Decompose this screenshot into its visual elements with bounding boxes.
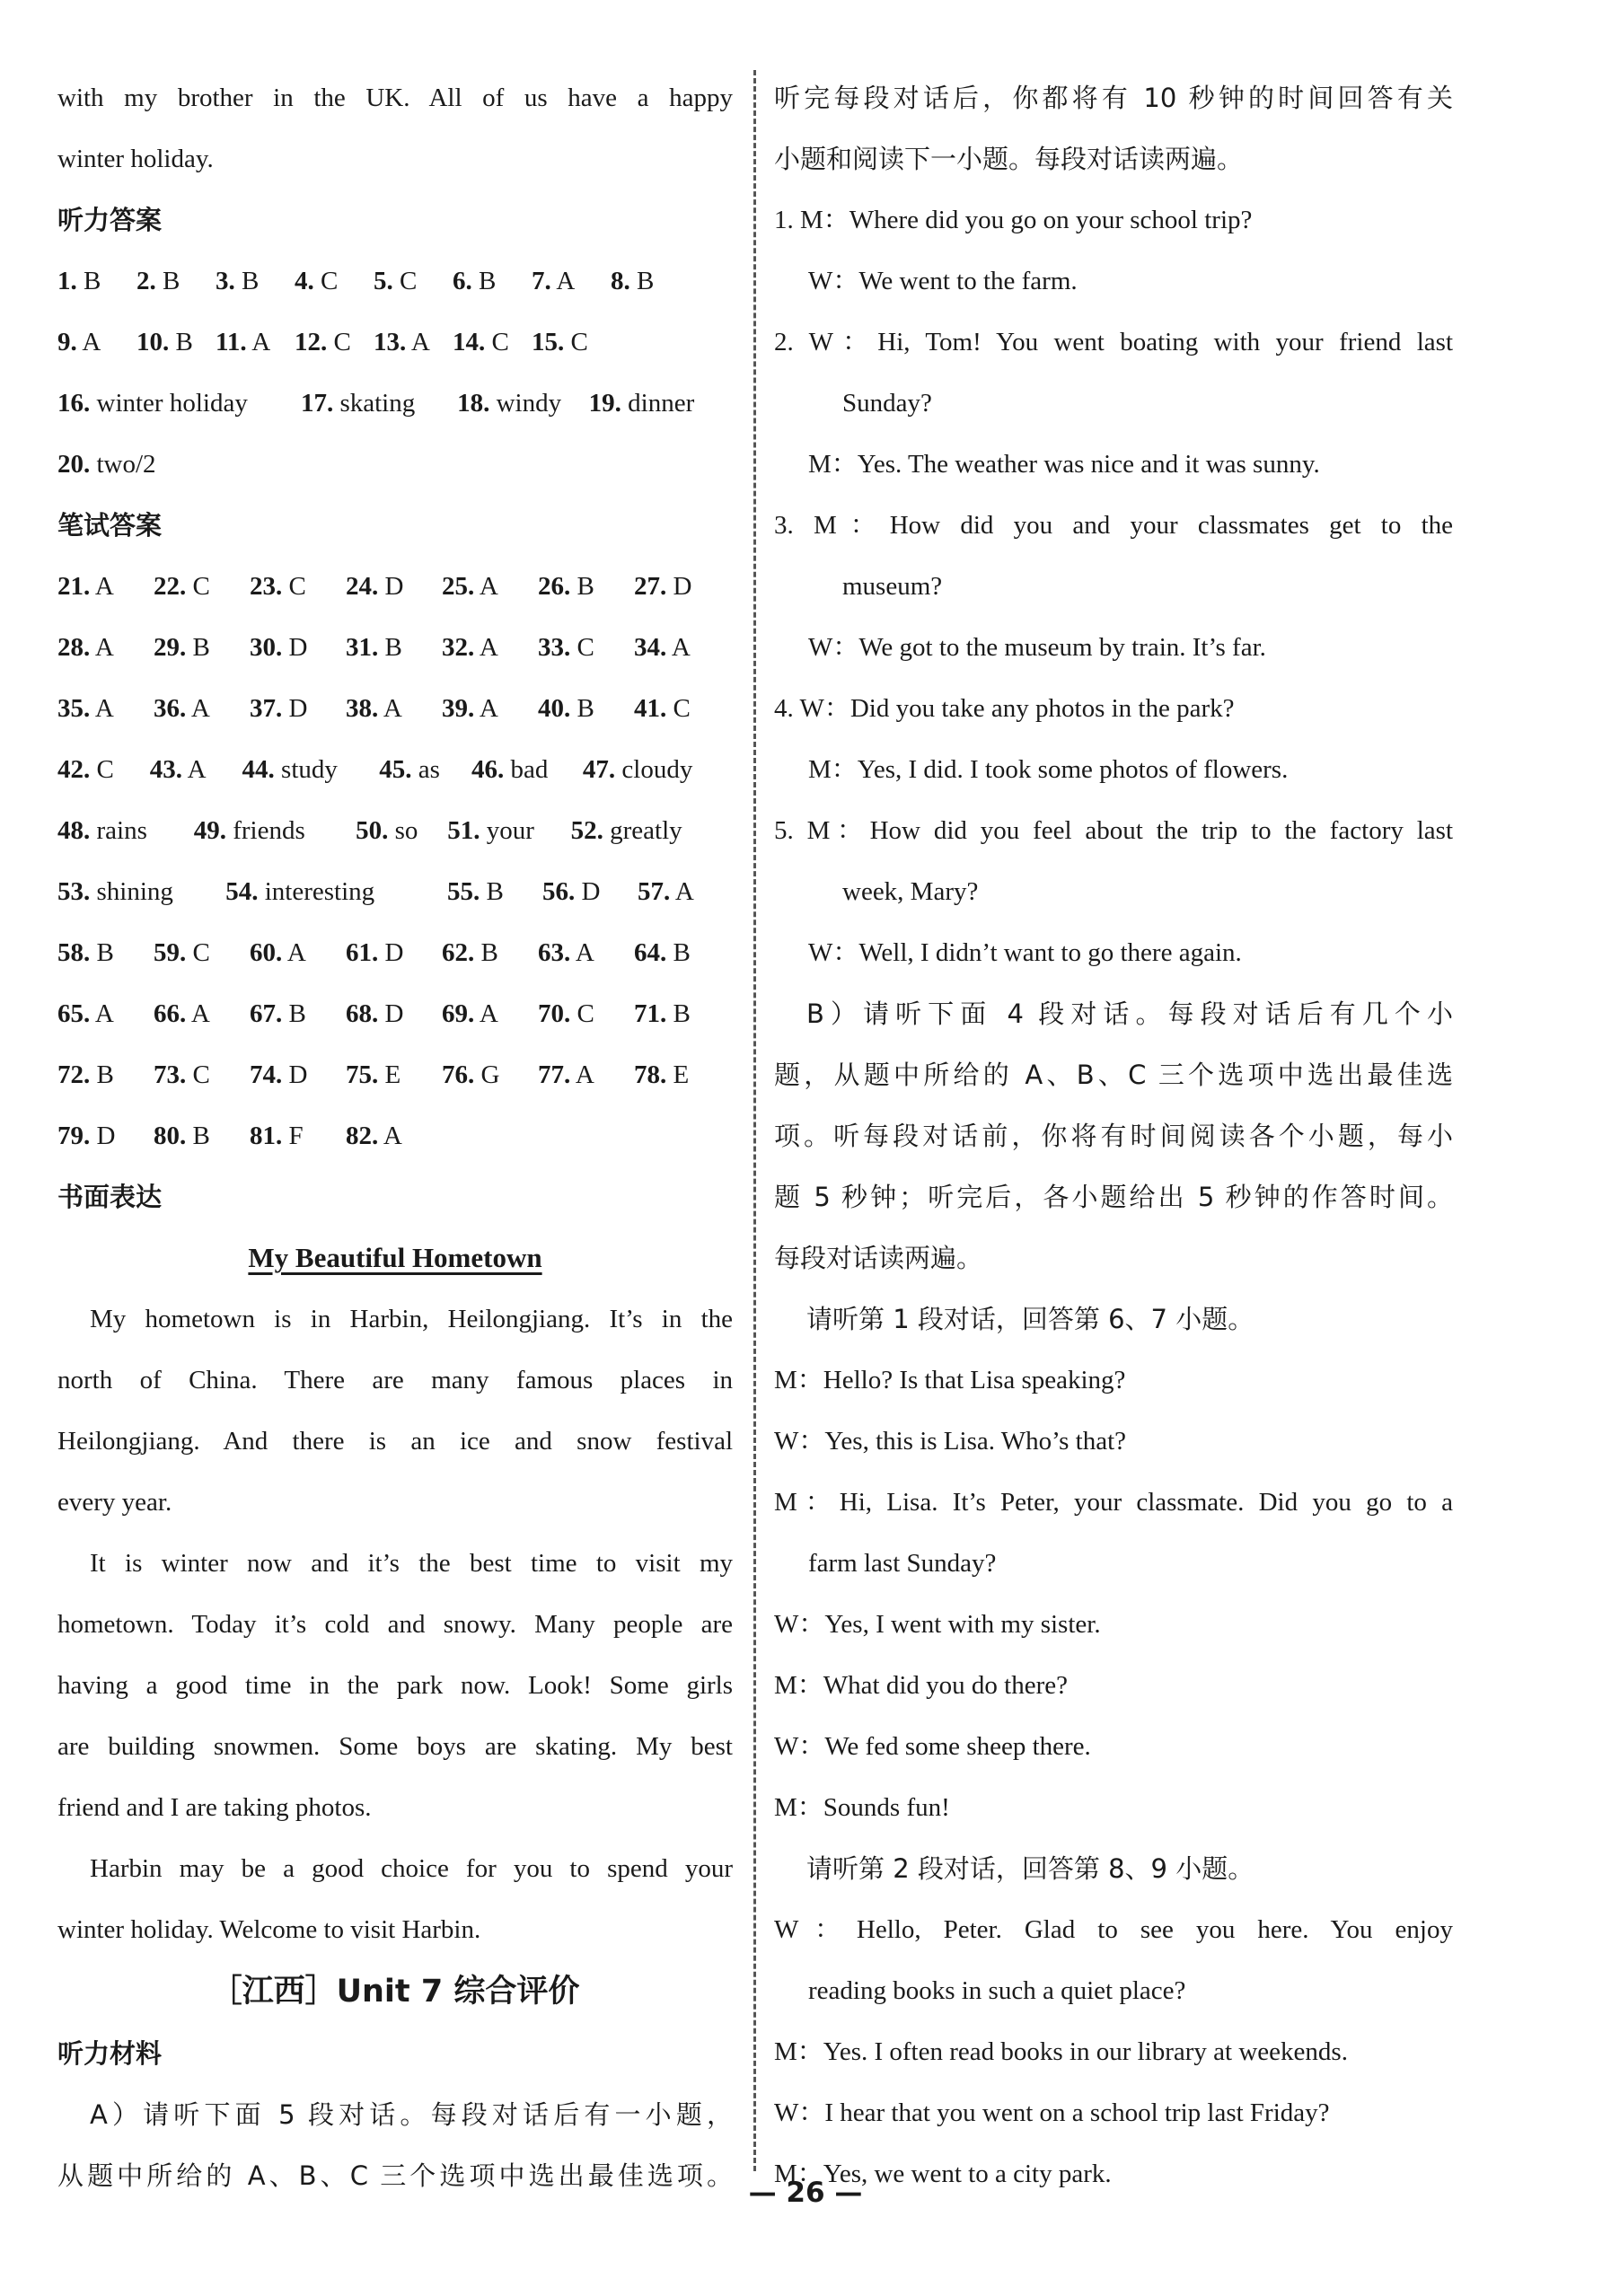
- answer-item: 44. study: [242, 755, 338, 784]
- dialogue-line: W：We got to the museum by train. It’s far.: [808, 633, 1266, 662]
- answer-item: 14. C: [453, 328, 509, 356]
- dialogue-line: W：Yes, this is Lisa. Who’s that?: [774, 1427, 1127, 1456]
- answer-item: 48. rains: [57, 816, 147, 845]
- listening-answers-heading: 听力答案: [57, 205, 163, 235]
- written-answers: [57, 556, 733, 1166]
- dialogue-line: week, Mary?: [842, 877, 979, 906]
- answer-item: 79. D: [57, 1122, 116, 1150]
- answer-item: 21. A: [57, 572, 114, 601]
- essay-line: It is winter now and it’s the best time to visit my: [90, 1549, 733, 1578]
- answer-row: [57, 739, 733, 800]
- instruction-line: 每段对话读两遍。: [774, 1243, 983, 1273]
- answer-item: 66. A: [154, 999, 210, 1028]
- written-answers-heading: 笔试答案: [57, 510, 163, 541]
- dialogue-line: M：Hi, Lisa. It’s Peter, your classmate. Did you go to a: [774, 1488, 1453, 1517]
- answer-item: 39. A: [442, 694, 498, 723]
- answer-item: 32. A: [442, 633, 498, 662]
- answer-item: 26. B: [538, 572, 594, 601]
- column-divider: [753, 70, 756, 2171]
- section-instruction: 请听第 1 段对话，回答第 6、7 小题。: [806, 1304, 1254, 1334]
- instruction-line: 听完每段对话后，你都将有 10 秒钟的时间回答有关: [774, 83, 1453, 113]
- essay-title: My Beautiful Hometown: [248, 1242, 542, 1273]
- answer-item: 4. C: [295, 267, 339, 295]
- answer-item: 38. A: [346, 694, 402, 723]
- dialogue-line: 2. W：Hi, Tom! You went boating with your friend last: [774, 328, 1453, 356]
- intro-line: with my brother in the UK. All of us have a happy: [57, 84, 733, 112]
- answer-item: 82. A: [346, 1122, 402, 1150]
- answer-item: 9. A: [57, 328, 101, 356]
- essay-line: friend and I are taking photos.: [57, 1793, 372, 1822]
- answer-item: 64. B: [634, 938, 691, 967]
- answer-item: 31. B: [346, 633, 402, 662]
- answer-item: 36. A: [154, 694, 210, 723]
- dialogue-line: M：Yes. The weather was nice and it was sunny.: [808, 450, 1320, 479]
- section-instruction: 请听第 2 段对话，回答第 8、9 小题。: [806, 1853, 1254, 1884]
- dialogue-line: 4. W：Did you take any photos in the park?: [774, 694, 1235, 723]
- dialogue-line: reading books in such a quiet place?: [808, 1976, 1186, 2005]
- essay-line: are building snowmen. Some boys are skating. My best: [57, 1732, 733, 1761]
- dialogue-line: W：Hello, Peter. Glad to see you here. You enjoy: [774, 1915, 1453, 1944]
- instruction-line: 小题和阅读下一小题。每段对话读两遍。: [774, 144, 1244, 174]
- dialogue-line: M：Hello? Is that Lisa speaking?: [774, 1366, 1126, 1394]
- answer-item: 2. B: [136, 267, 180, 295]
- dialogue-line: 1. M：Where did you go on your school trip?: [774, 206, 1253, 234]
- answer-item: 22. C: [154, 572, 210, 601]
- instruction-line: 题，从题中所给的 A、B、C 三个选项中选出最佳选: [774, 1060, 1453, 1090]
- listening-answers: [57, 251, 733, 495]
- essay-line: Heilongjiang. And there is an ice and snow festival: [57, 1427, 733, 1456]
- answer-item: 25. A: [442, 572, 498, 601]
- answer-item: 43. A: [149, 755, 207, 784]
- dialogue-line: Sunday?: [842, 389, 932, 418]
- answer-item: 27. D: [634, 572, 692, 601]
- answer-item: 6. B: [453, 267, 497, 295]
- dialogue-line: M：Yes. I often read books in our library at weekends.: [774, 2037, 1348, 2066]
- answer-item: 42. C: [57, 755, 114, 784]
- answer-row: [57, 922, 733, 983]
- answer-row: [57, 1044, 733, 1105]
- intro-line: winter holiday.: [57, 145, 214, 173]
- dialogue-line: W：We fed some sheep there.: [774, 1732, 1091, 1761]
- answer-item: 13. A: [374, 328, 430, 356]
- answer-row: [57, 434, 733, 495]
- answer-row: [57, 312, 733, 373]
- writing-heading: 书面表达: [57, 1182, 163, 1212]
- answer-item: 54. interesting: [225, 877, 375, 906]
- answer-item: 18. windy: [457, 389, 562, 418]
- answer-item: 11. A: [216, 328, 271, 356]
- answer-item: 20. two/2: [57, 450, 156, 479]
- answer-item: 81. F: [250, 1122, 304, 1150]
- answer-item: 58. B: [57, 938, 114, 967]
- answer-item: 15. C: [532, 328, 588, 356]
- answer-item: 55. B: [446, 877, 504, 906]
- dialogue-line: farm last Sunday?: [808, 1549, 997, 1578]
- answer-item: 52. greatly: [570, 816, 682, 845]
- answer-item: 3. B: [216, 267, 260, 295]
- answer-item: 5. C: [374, 267, 418, 295]
- answer-item: 70. C: [538, 999, 594, 1028]
- answer-item: 74. D: [250, 1060, 308, 1089]
- answer-item: 23. C: [250, 572, 306, 601]
- dialogue-line: M：Sounds fun!: [774, 1793, 950, 1822]
- answer-item: 29. B: [154, 633, 210, 662]
- dialogue-line: M：Yes, we went to a city park.: [774, 2160, 1112, 2188]
- answer-row: [57, 556, 733, 617]
- answer-item: 12. C: [295, 328, 351, 356]
- essay-line: Harbin may be a good choice for you to spend your: [90, 1854, 733, 1883]
- answer-item: 72. B: [57, 1060, 114, 1089]
- answer-item: 67. B: [250, 999, 306, 1028]
- answer-item: 75. E: [346, 1060, 401, 1089]
- answer-item: 60. A: [250, 938, 306, 967]
- answer-item: 33. C: [538, 633, 594, 662]
- right-column: [774, 67, 1453, 2204]
- essay-line: winter holiday. Welcome to visit Harbin.: [57, 1915, 481, 1944]
- answer-item: 24. D: [346, 572, 404, 601]
- answer-item: 47. cloudy: [582, 755, 693, 784]
- answer-item: 35. A: [57, 694, 114, 723]
- dialogue-line: museum?: [842, 572, 943, 601]
- answer-item: 46. bad: [471, 755, 549, 784]
- answer-item: 59. C: [154, 938, 210, 967]
- essay-line: hometown. Today it’s cold and snowy. Many people are: [57, 1610, 733, 1639]
- left-column: [57, 67, 733, 2206]
- answer-item: 61. D: [346, 938, 404, 967]
- answer-item: 17. skating: [300, 389, 416, 418]
- essay-line: having a good time in the park now. Look! Some girls: [57, 1671, 733, 1700]
- dialogue-line: 3. M：How did you and your classmates get to the: [774, 511, 1453, 540]
- answer-item: 37. D: [250, 694, 308, 723]
- dialogue-line: W：Well, I didn’t want to go there again.: [808, 938, 1242, 967]
- answer-item: 62. B: [442, 938, 498, 967]
- answer-item: 63. A: [538, 938, 594, 967]
- essay-line: every year.: [57, 1488, 172, 1517]
- answer-item: 28. A: [57, 633, 114, 662]
- dialogue-line: 5. M：How did you feel about the trip to the factory last: [774, 816, 1453, 845]
- instruction-line: B）请听下面 4 段对话。每段对话后有几个小: [806, 998, 1453, 1029]
- answer-row: [57, 678, 733, 739]
- answer-row: [57, 861, 733, 922]
- answer-item: 51. your: [447, 816, 534, 845]
- answer-row: [57, 251, 733, 312]
- answer-item: 78. E: [634, 1060, 690, 1089]
- answer-item: 76. G: [442, 1060, 500, 1089]
- answer-item: 34. A: [634, 633, 691, 662]
- dialogue-line: W：Yes, I went with my sister.: [774, 1610, 1101, 1639]
- answer-item: 30. D: [250, 633, 308, 662]
- material-line: A）请听下面 5 段对话。每段对话后有一小题，: [90, 2099, 733, 2130]
- answer-item: 69. A: [442, 999, 498, 1028]
- unit-title: ［江西］Unit 7 综合评价: [210, 1974, 580, 2010]
- answer-item: 73. C: [154, 1060, 210, 1089]
- material-line: 从题中所给的 A、B、C 三个选项中选出最佳选项。: [57, 2160, 733, 2191]
- answer-item: 10. B: [136, 328, 193, 356]
- answer-item: 19. dinner: [588, 389, 695, 418]
- answer-item: 40. B: [538, 694, 594, 723]
- answer-item: 7. A: [532, 267, 576, 295]
- answer-item: 45. as: [379, 755, 440, 784]
- answer-item: 1. B: [57, 267, 101, 295]
- listening-material-heading: 听力材料: [57, 2038, 163, 2069]
- answer-item: 49. friends: [193, 816, 305, 845]
- dialogue-line: W：I hear that you went on a school trip last Friday?: [774, 2098, 1330, 2127]
- page-number: — 26 —: [748, 2177, 863, 2209]
- answer-row: [57, 1105, 733, 1166]
- answer-item: 56. D: [541, 877, 601, 906]
- answer-item: 57. A: [637, 877, 694, 906]
- answer-item: 77. A: [538, 1060, 594, 1089]
- answer-item: 41. C: [634, 694, 691, 723]
- dialogue-line: M：What did you do there?: [774, 1671, 1068, 1700]
- answer-item: 71. B: [634, 999, 691, 1028]
- answer-item: 80. B: [154, 1122, 210, 1150]
- dialogue-line: W：We went to the farm.: [808, 267, 1078, 295]
- answer-item: 8. B: [611, 267, 655, 295]
- answer-row: [57, 373, 733, 434]
- essay-line: My hometown is in Harbin, Heilongjiang. It’s in the: [90, 1305, 733, 1333]
- essay-line: north of China. There are many famous places in: [57, 1366, 733, 1394]
- answer-item: 16. winter holiday: [57, 389, 248, 418]
- instruction-line: 项。听每段对话前，你将有时间阅读各个小题，每小: [774, 1121, 1453, 1151]
- answer-item: 65. A: [57, 999, 114, 1028]
- answer-row: [57, 617, 733, 678]
- answer-row: [57, 800, 733, 861]
- dialogue-line: M：Yes, I did. I took some photos of flowers.: [808, 755, 1289, 784]
- instruction-line: 题 5 秒钟；听完后，各小题给出 5 秒钟的作答时间。: [774, 1182, 1453, 1212]
- answer-item: 53. shining: [57, 877, 173, 906]
- answer-item: 68. D: [346, 999, 404, 1028]
- answer-item: 50. so: [356, 816, 418, 845]
- answer-row: [57, 983, 733, 1044]
